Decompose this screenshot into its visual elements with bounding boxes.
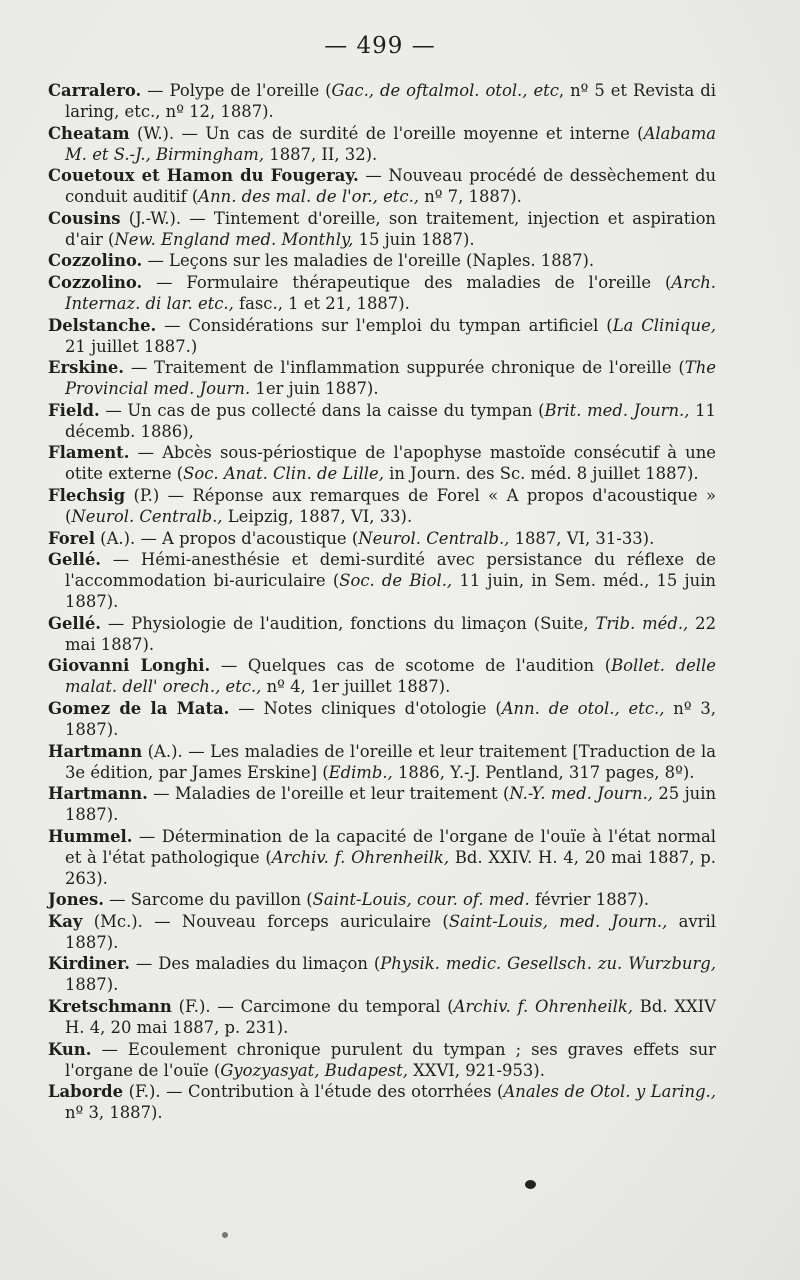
entry-text: — Un cas de surdité de l'oreille moyenne et interne ( — [174, 123, 644, 143]
entry-reference: Arch. Internaz. di lar. etc., — [65, 272, 716, 313]
entry-author: Cousins — [48, 208, 121, 228]
entry-author: Hummel. — [48, 826, 133, 846]
bibliography-entry — [48, 400, 716, 442]
entry-author: Flechsig — [48, 485, 126, 505]
entry-details: 1887, VI, 31-33). — [509, 528, 655, 548]
bibliography-entry — [48, 315, 716, 357]
entry-details: nº 3, 1887). — [65, 1103, 163, 1123]
bibliography-entry — [48, 549, 716, 612]
entry-text: — Abcès sous-périostique de l'apophyse mastoïde consécutif à une otite externe ( — [65, 443, 716, 484]
entry-details: 11 juin, in Sem. méd., 15 juin 1887). — [65, 571, 716, 612]
entry-details: 1887, II, 32). — [264, 144, 378, 164]
entry-details: nº 7, 1887). — [419, 187, 522, 207]
entry-author: Gellé. — [48, 550, 102, 570]
entry-initials: (P.) — [125, 485, 160, 505]
entry-text: — Réponse aux remarques de Forel « A propos d'acoustique » ( — [65, 485, 716, 526]
entry-text: — A propos d'acoustique ( — [135, 528, 359, 548]
entry-text: — Ecoulement chronique purulent du tympan ; ses graves effets sur l'organe de l'ouïe ( — [65, 1039, 716, 1080]
entry-text: — Traitement de l'inflammation suppurée chronique de l'oreille ( — [124, 358, 685, 378]
entry-text: — Quelques cas de scotome de l'audition ( — [210, 656, 612, 676]
entry-details: Leipzig, 1887, VI, 33). — [222, 506, 413, 526]
entry-text: — Maladies de l'oreille et leur traitement ( — [147, 784, 510, 804]
entry-reference: Ann. des mal. de l'or., etc., — [198, 187, 419, 207]
entry-author: Flament. — [48, 443, 130, 463]
entry-author: Jones. — [48, 890, 104, 910]
entry-text: — Nouveau forceps auriculaire ( — [142, 911, 449, 931]
entry-details: 1887). — [65, 975, 119, 995]
entry-details: 1886, Y.-J. Pentland, 317 pages, 8º). — [392, 762, 695, 782]
entry-reference: Saint-Louis, med. Journ., — [448, 911, 668, 931]
entry-details: Bd. XXIV. H. 4, 20 mai 1887, p. 263). — [65, 847, 716, 888]
entry-text: — Polype de l'oreille ( — [141, 81, 332, 100]
entry-author: Cozzolino. — [48, 251, 143, 271]
bibliography-entry — [48, 208, 716, 250]
entry-initials: (A.). — [142, 741, 183, 761]
entry-details: in Journ. des Sc. méd. 8 juillet 1887). — [383, 464, 699, 484]
entry-details: 22 mai 1887). — [65, 613, 716, 654]
entry-author: Carralero. — [48, 81, 142, 100]
bibliography-entry — [48, 272, 716, 314]
entry-author: Forel — [48, 528, 95, 548]
entry-text: — Les maladies de l'oreille et leur traitement [Traduction de la 3e édition, par James Erskine] ( — [65, 741, 716, 782]
entry-reference: Trib. méd., — [595, 613, 689, 633]
entry-text: — Hémi-anesthésie et demi-surdité avec persistance du réflexe de l'accommodation bi-auriculaire ( — [65, 550, 716, 591]
entry-details: Bd. XXIV H. 4, 20 mai 1887, p. 231). — [65, 997, 716, 1038]
entry-reference: Brit. med. Journ., — [544, 400, 690, 420]
entry-initials: (F.). — [123, 1082, 161, 1102]
entry-author: Hartmann — [48, 741, 143, 761]
entry-author: Laborde — [48, 1082, 124, 1102]
bibliography-entry — [48, 165, 716, 207]
entry-details: avril 1887). — [65, 911, 716, 952]
entry-initials: (J.-W.). — [120, 208, 182, 228]
entry-reference: La Clinique, — [612, 315, 716, 335]
bibliography-entry — [48, 123, 716, 165]
page-number: — 499 — — [324, 33, 436, 59]
entry-author: Field. — [48, 400, 100, 420]
entry-text: — Notes cliniques d'otologie ( — [229, 698, 502, 718]
entry-details: 1er juin 1887). — [250, 379, 379, 399]
entry-author: Cheatam — [48, 123, 130, 143]
bibliography-entry — [48, 889, 716, 910]
bibliography-entry — [48, 357, 716, 399]
entry-text: — Carcimone du temporal ( — [210, 997, 454, 1017]
entry-reference: Bollet. delle malat. dell' orech., etc., — [65, 656, 716, 697]
entry-details: 25 juin 1887). — [65, 784, 717, 825]
bibliography-entry — [48, 953, 716, 995]
entry-author: Gellé. — [48, 613, 102, 633]
entry-text: — Contribution à l'étude des otorrhées ( — [160, 1082, 504, 1102]
bibliography-entry — [48, 826, 716, 889]
entry-details: 15 juin 1887). — [353, 229, 475, 249]
bibliography-entry — [48, 1081, 716, 1123]
entry-text: — Détermination de la capacité de l'organe de l'ouïe à l'état normal et à l'état pathologique ( — [65, 826, 716, 867]
entry-details: février 1887). — [529, 890, 650, 910]
entry-reference: Edimb., — [328, 762, 393, 782]
entry-details: XXVI, 921-953). — [407, 1060, 545, 1080]
entry-author: Delstanche. — [48, 315, 157, 335]
entry-reference: Soc. Anat. Clin. de Lille, — [183, 464, 384, 484]
entry-reference: Anales de Otol. y Laring., — [503, 1082, 716, 1102]
ink-dot — [222, 1232, 228, 1238]
bibliography-entry — [48, 655, 716, 697]
bibliography-list — [48, 80, 716, 1124]
entry-details: nº 3, 1887). — [65, 698, 716, 739]
bibliography-entry — [48, 783, 716, 825]
entry-reference: Archiv. f. Ohrenheilk, — [453, 997, 634, 1017]
entry-reference: Ann. de otol., etc., — [501, 698, 665, 718]
entry-details: nº 4, 1er juillet 1887). — [261, 677, 451, 697]
entry-author: Couetoux et Hamon du Fougeray. — [48, 166, 359, 186]
entry-reference: Soc. de Biol., — [339, 571, 453, 591]
entry-text: — Formulaire thérapeutique des maladies de l'oreille ( — [142, 272, 672, 292]
entry-initials: (Mc.). — [82, 911, 143, 931]
entry-reference: New. England med. Monthly, — [114, 229, 354, 249]
bibliography-entry — [48, 613, 716, 655]
entry-reference: Physik. medic. Gesellsch. zu. Wurzburg, — [380, 954, 716, 974]
entry-text: — Nouveau procédé de dessèchement du conduit auditif ( — [65, 166, 716, 207]
entry-reference: Gyozyasyat, Budapest, — [220, 1060, 408, 1080]
entry-text: — Des maladies du limaçon ( — [129, 954, 381, 974]
bibliography-entry — [48, 911, 716, 953]
entry-author: Gomez de la Mata. — [48, 698, 230, 718]
entry-author: Kun. — [48, 1039, 92, 1059]
entry-reference: Saint-Louis, cour. of. med. — [312, 890, 530, 910]
entry-text: — Tintement d'oreille, son traitement, injection et aspiration d'air ( — [65, 208, 716, 249]
entry-reference: N.-Y. med. Journ., — [509, 784, 653, 804]
entry-reference: Gac., de oftalmol. otol., etc — [331, 81, 559, 100]
entry-reference: Neurol. Centralb., — [358, 528, 510, 548]
bibliography-entry — [48, 80, 716, 122]
entry-author: Giovanni Longhi. — [48, 656, 211, 676]
entry-text: — Physiologie de l'audition, fonctions du limaçon (Suite, — [101, 613, 596, 633]
entry-reference: Alabama M. et S.-J., Birmingham, — [65, 123, 717, 164]
entry-author: Cozzolino. — [48, 272, 143, 292]
entry-reference: Neurol. Centralb., — [71, 506, 223, 526]
entry-initials: (F.). — [171, 997, 211, 1017]
bibliography-entry — [48, 250, 716, 271]
bibliography-entry — [48, 698, 716, 740]
entry-text: — Sarcome du pavillon ( — [103, 890, 313, 910]
ink-spot — [525, 1180, 536, 1189]
entry-details: 21 juillet 1887.) — [65, 336, 198, 356]
entry-reference: Archiv. f. Ohrenheilk, — [271, 847, 450, 867]
entry-text: — Considérations sur l'emploi du tympan artificiel ( — [156, 315, 613, 335]
bibliography-entry — [48, 528, 716, 549]
entry-author: Hartmann. — [48, 784, 148, 804]
bibliography-entry — [48, 996, 716, 1038]
entry-text: — Un cas de pus collecté dans la caisse du tympan ( — [99, 400, 545, 420]
entry-author: Kretschmann — [48, 997, 172, 1017]
bibliography-entry — [48, 442, 716, 484]
entry-details: fasc., 1 et 21, 1887). — [233, 293, 410, 313]
bibliography-entry — [48, 485, 716, 527]
entry-details: 11 décemb. 1886), — [65, 400, 716, 441]
entry-author: Erskine. — [48, 358, 124, 378]
entry-author: Kay — [48, 911, 83, 931]
bibliography-entry — [48, 741, 716, 783]
entry-text: — Leçons sur les maladies de l'oreille (Naples. 1887). — [142, 251, 595, 271]
entry-author: Kirdiner. — [48, 954, 130, 974]
bibliography-entry — [48, 1039, 716, 1081]
entry-reference: The Provincial med. Journ. — [65, 358, 716, 399]
entry-details: , nº 5 et Revista di laring, etc., nº 12, 1887). — [65, 81, 716, 121]
entry-initials: (W.). — [129, 123, 175, 143]
entry-initials: (A.). — [94, 528, 136, 548]
